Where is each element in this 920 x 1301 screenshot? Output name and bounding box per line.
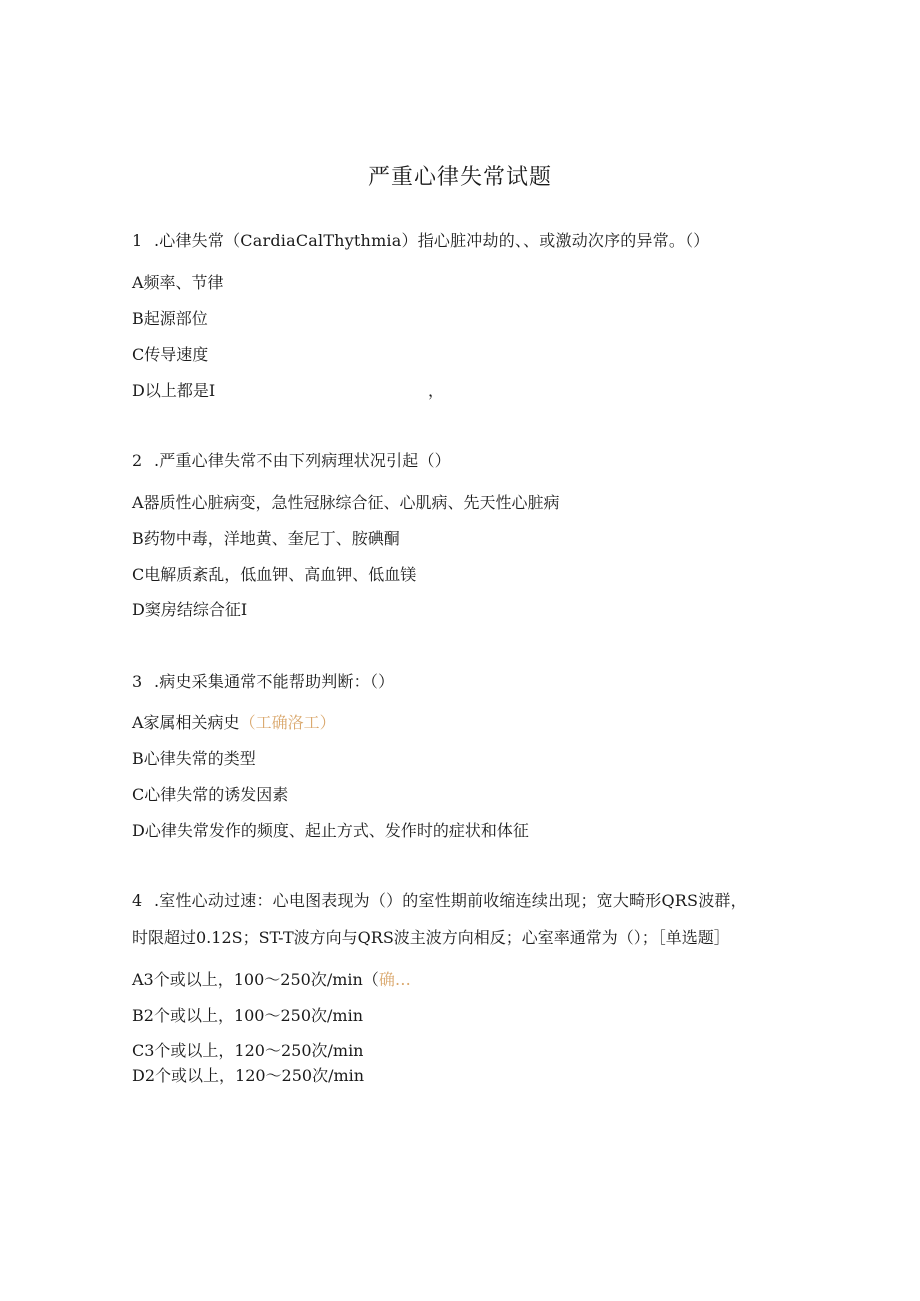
q4-option-c: C3个或以上，120～250次/min bbox=[132, 1041, 364, 1060]
q1-option-b: B起源部位 bbox=[132, 309, 208, 328]
q4-option-d: D2个或以上，120～250次/min bbox=[132, 1066, 365, 1085]
question-1 bbox=[132, 230, 710, 252]
question-number: 3 bbox=[132, 672, 143, 691]
q4-option-a bbox=[132, 969, 411, 991]
question-number: 4 bbox=[132, 891, 143, 910]
question-text: .严重心律失常不由下列病理状况引起（） bbox=[154, 451, 451, 470]
answer-mark: （工确洛工） bbox=[239, 713, 336, 732]
q3-option-c: C心律失常的诱发因素 bbox=[132, 785, 289, 804]
q2-option-a: A器质性心脏病变，急性冠脉综合征、心肌病、先天性心脏病 bbox=[132, 493, 560, 512]
question-text: .心律失常（CardiaCalThythmia）指心脏冲劫的、、或激动次序的异常。（） bbox=[154, 231, 710, 250]
q3-option-a-text: A家属相关病史 bbox=[132, 713, 240, 732]
q3-option-d: D心律失常发作的频度、起止方式、发作时的症状和体征 bbox=[132, 821, 529, 840]
answer-mark: 确… bbox=[378, 970, 411, 989]
question-text: .病史采集通常不能帮助判断：（） bbox=[154, 672, 395, 691]
q3-option-b: B心律失常的类型 bbox=[132, 749, 256, 768]
q1-option-d bbox=[132, 380, 445, 402]
q2-option-b: B药物中毒，洋地黄、奎尼丁、胺碘酮 bbox=[132, 529, 400, 548]
q1-option-d-trail: ， bbox=[428, 381, 445, 400]
question-text-line-1: .室性心动过速：心电图表现为（）的室性期前收缩连续出现；宽大畸形QRS波群， bbox=[154, 891, 747, 910]
q1-option-a: A频率、节律 bbox=[132, 273, 224, 292]
q4-option-b: B2个或以上，100～250次/min bbox=[132, 1006, 364, 1025]
question-number: 1 bbox=[132, 231, 143, 250]
question-number: 2 bbox=[132, 451, 143, 470]
q2-option-d: D窦房结综合征I bbox=[132, 600, 248, 619]
q2-option-c: C电解质紊乱，低血钾、高血钾、低血镁 bbox=[132, 565, 417, 584]
question-4-line-2: 时限超过0.12S；ST-T波方向与QRS波主波方向相反；心室率通常为（）；［单选题］ bbox=[132, 928, 730, 947]
q4-option-a-text: A3个或以上，100～250次/min（ bbox=[132, 970, 379, 989]
page-title: 严重心律失常试题 bbox=[367, 165, 552, 190]
question-4 bbox=[132, 890, 747, 912]
q1-option-c: C传导速度 bbox=[132, 345, 209, 364]
question-3 bbox=[132, 671, 394, 693]
question-2 bbox=[132, 450, 451, 472]
q1-option-d-text: D以上都是I bbox=[132, 381, 216, 400]
q3-option-a bbox=[132, 712, 336, 734]
